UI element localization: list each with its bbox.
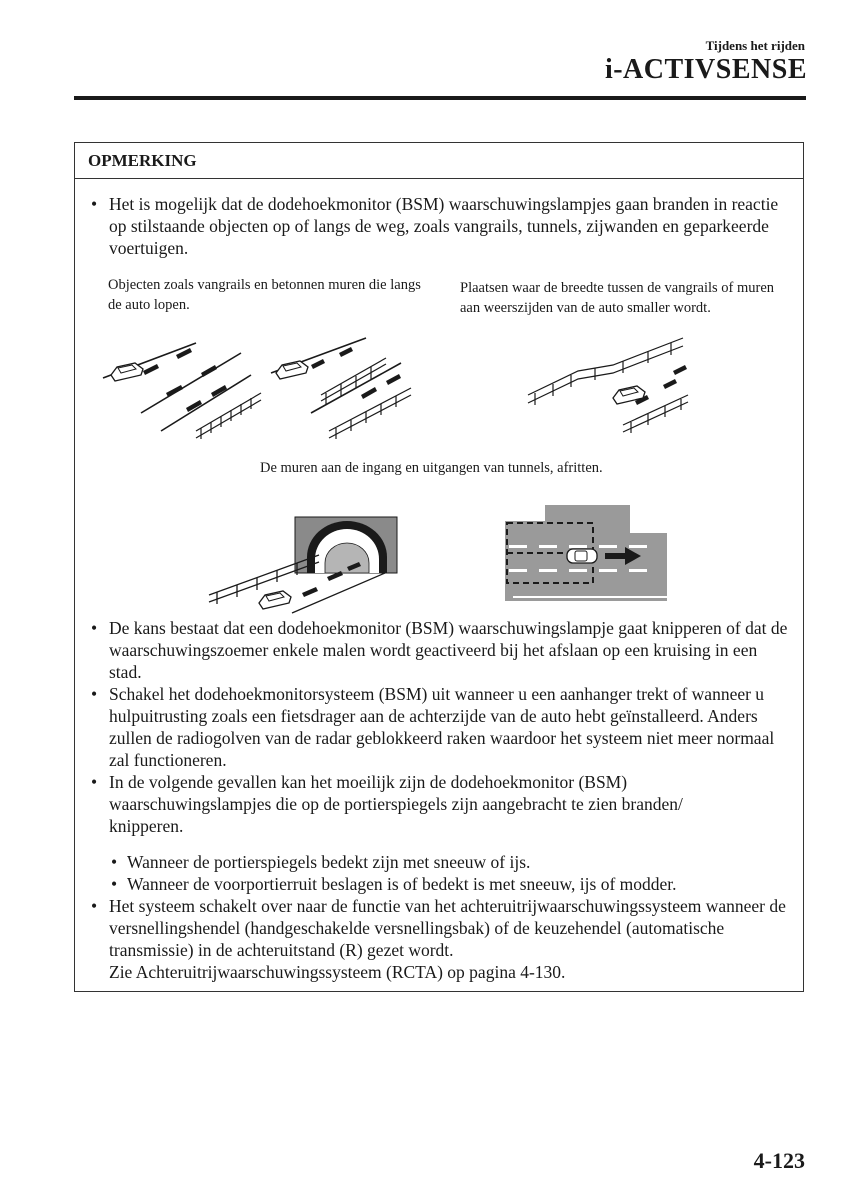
note-paragraph-1: Het is mogelijk dat de dodehoekmonitor (BSM) waarschuwingslampjes gaan branden in reactie op stilstaande objecten op of langs de weg, zoals vangrails, tunnels, zijwanden en geparkeerde voertuigen. <box>109 194 779 258</box>
section-title: Tijdens het rijden <box>705 38 805 53</box>
cross-reference: Zie Achteruitrijwaarschuwingssysteem (RCTA) op pagina 4-130. <box>109 962 566 982</box>
exit-lane-illustration <box>505 503 670 603</box>
figure-caption-3: De muren aan de ingang en uitgangen van tunnels, afritten. <box>260 460 603 476</box>
note-paragraph-4: In de volgende gevallen kan het moeilijk zijn de dodehoekmonitor (BSM) waarschuwingslampjes die op de portierspiegels zijn aangebracht te zien branden/ knipperen. <box>109 772 683 836</box>
sub-bullet-icon: • <box>111 852 118 872</box>
car-icon <box>567 549 597 563</box>
note-heading: OPMERKING <box>75 143 803 179</box>
tunnel-illustration <box>207 515 402 615</box>
page-number: 4-123 <box>753 1148 805 1173</box>
car-icon <box>259 591 291 609</box>
note-subitem-2: Wanneer de voorportierruit beslagen is of bedekt is met sneeuw, ijs of modder. <box>127 874 677 894</box>
bullet-icon: • <box>91 772 98 792</box>
note-paragraph-5 <box>109 895 789 983</box>
figure-caption-2: Plaatsen waar de breedte tussen de vangrails of muren aan weerszijden van de auto smaller wordt. <box>460 280 775 316</box>
narrowing-road-illustration <box>523 333 693 438</box>
car-icon <box>111 363 143 381</box>
bullet-icon: • <box>91 684 98 704</box>
note-paragraph-3: Schakel het dodehoekmonitorsysteem (BSM) uit wanneer u een aanhanger trekt of wanneer u hulpuitrusting zoals een fietsdrager aan de achterzijde van de auto hebt geïnstalleerd. Anders zullen de radiogolven van de radar geblokkeerd raken waardoor het systeem niet meer normaal zal functioneren. <box>109 684 775 770</box>
bullet-icon: • <box>91 618 98 638</box>
guardrail-illustration <box>101 333 431 443</box>
figure-caption-1: Objecten zoals vangrails en betonnen muren die langs de auto lopen. <box>108 277 421 313</box>
note-box <box>74 142 804 992</box>
bullet-icon: • <box>91 896 98 916</box>
chapter-title: i-ACTIVSENSE <box>604 54 807 85</box>
note-paragraph-5-text: Het systeem schakelt over naar de functie van het achteruitrijwaarschuwingssysteem wanneer de versnellingshendel (handgeschakelde versnellingsbak) of de keuzehendel (automatische transmissie) in de achteruitstand (R) gezet wordt. <box>109 896 786 960</box>
bullet-icon: • <box>91 194 98 214</box>
car-icon <box>276 361 308 379</box>
note-subitem-1: Wanneer de portierspiegels bedekt zijn met sneeuw of ijs. <box>127 852 531 872</box>
note-paragraph-2: De kans bestaat dat een dodehoekmonitor (BSM) waarschuwingslampje gaat knipperen of dat de waarschuwingszoemer enkele malen wordt geactiveerd bij het afslaan op een kruising in een stad. <box>109 618 788 682</box>
sub-bullet-icon: • <box>111 874 118 894</box>
header-rule <box>74 96 806 100</box>
